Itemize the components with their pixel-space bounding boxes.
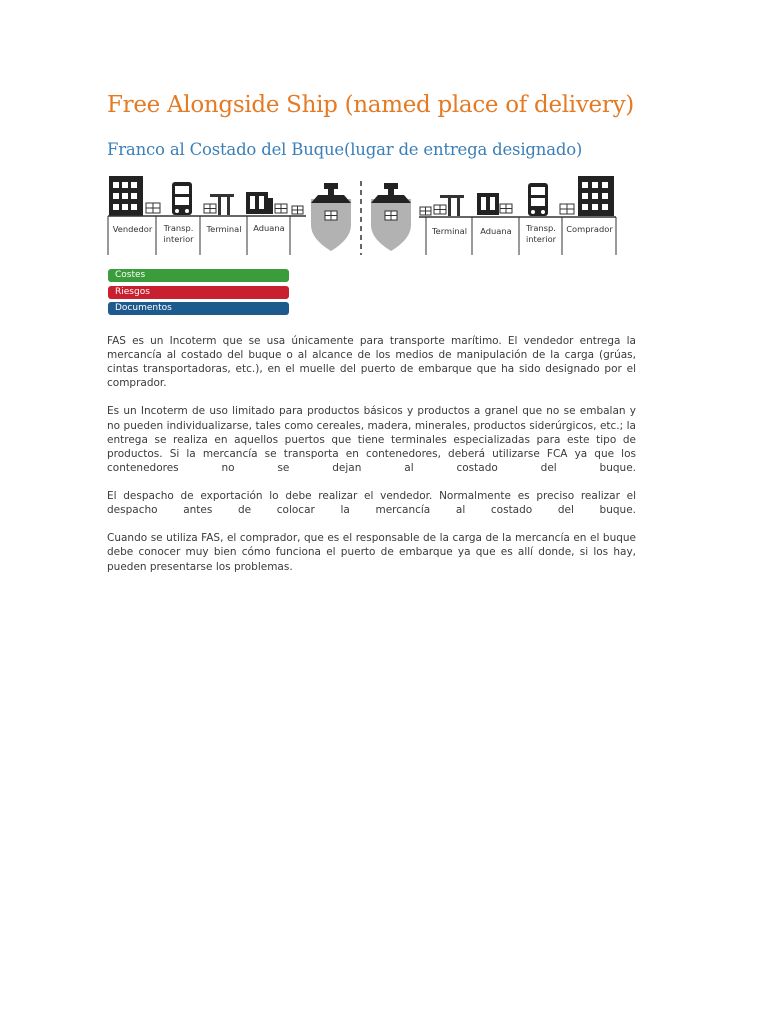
box-icon [275, 204, 303, 214]
incoterm-diagram [106, 173, 618, 259]
label-aduana: Aduana [253, 223, 285, 233]
page-subtitle: Franco al Costado del Buque(lugar de entrega designado) [107, 140, 583, 159]
box-icon [420, 207, 431, 215]
legend-documentos-bar: Documentos [108, 302, 289, 315]
paragraph: El despacho de exportación lo debe realizar el vendedor. Normalmente es preciso realizar el despacho antes de colocar la mercancía al costado del buque. [107, 490, 636, 517]
paragraph: Cuando se utiliza FAS, el comprador, que es el responsable de la carga de la mercancía en el buque debe conocer muy bien cómo funciona el puerto de embarque ya que es allí donde, si los hay, pueden presentarse los problemas. [107, 532, 636, 573]
legend-costes-bar: Costes [108, 269, 289, 282]
page-title: Free Alongside Ship (named place of delivery) [107, 92, 634, 118]
paragraph: Es un Incoterm de uso limitado para productos básicos y productos a granel que no se embalan y no pueden individualizarse, tales como cereales, madera, minerales, productos siderúrgicos, etc.; la entrega se realiza en aquellos puertos que tiene terminales especializadas para este tipo de productos. Si la mercancía se transporta en contenedores, deberá utilizarse FCA ya que los contenedores no se dejan al costado del buque. [107, 405, 636, 474]
customs-icon [477, 193, 499, 215]
box-icon [434, 205, 446, 214]
label-terminal: Terminal [206, 224, 242, 234]
label-vendedor: Vendedor [112, 224, 153, 234]
truck-icon [528, 183, 548, 216]
ship-icon [311, 183, 351, 251]
body-text [107, 334, 636, 588]
box-icon [204, 204, 216, 213]
label-comprador: Comprador [566, 224, 613, 234]
box-icon [500, 204, 512, 213]
factory-icon [578, 176, 614, 216]
ship-icon [371, 183, 411, 251]
incoterm-diagram-graphic [106, 173, 618, 259]
paragraph: FAS es un Incoterm que se usa únicamente para transporte marítimo. El vendedor entrega la mercancía al costado del buque o al alcance de los medios de manipulación de la carga (grúas, cintas transportadoras, etc.), en el muelle del puerto de embarque que ha sido designado por el comprador. [107, 335, 636, 390]
truck-icon [172, 182, 192, 215]
box-icon [560, 204, 574, 214]
factory-icon [109, 176, 143, 216]
label-transp-interior: Transp. interior [525, 223, 557, 244]
label-terminal: Terminal [431, 226, 468, 236]
customs-icon [246, 192, 273, 214]
box-icon [146, 203, 160, 213]
label-aduana: Aduana [480, 226, 512, 236]
legend-riesgos-bar: Riesgos [108, 286, 289, 299]
label-transp-interior: Transp. interior [163, 223, 194, 244]
